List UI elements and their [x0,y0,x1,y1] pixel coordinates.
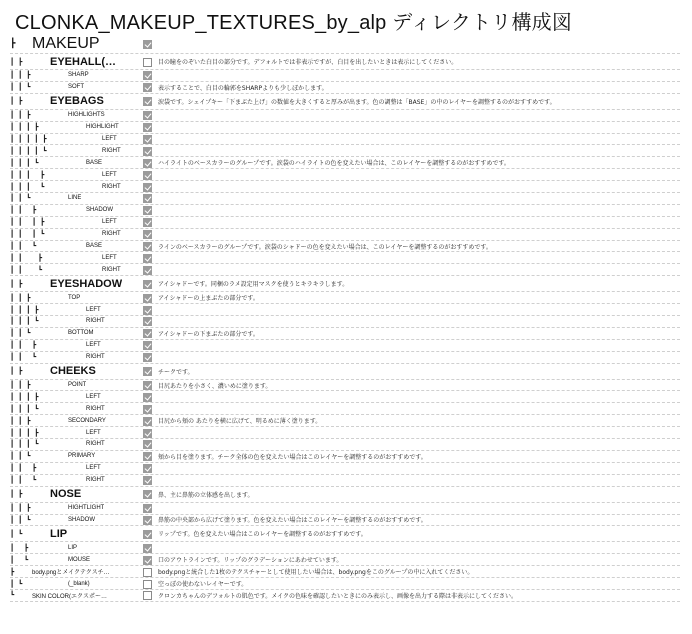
layer-name: PRIMARY [68,453,96,460]
tree-branch: ┃ ┃ ┣ [10,72,31,80]
visibility-checkbox[interactable] [143,381,152,390]
layer-description: body.pngと統合した1枚のテクスチャーとして使用したい場合は、body.pngをこのグループの中に入れてください。 [158,569,474,577]
layer-tree [0,34,692,602]
tree-row [10,403,680,415]
layer-name: LEFT [102,171,117,178]
visibility-checkbox[interactable] [143,123,152,132]
layer-name: HIGHLIGHT [86,124,119,131]
layer-description: ラインのベースカラーのグループです。涙袋のシャドーの色を変えたい場合は、このレイヤーを調整するのがおすすめです。 [158,243,492,251]
tree-row [10,70,680,82]
tree-row [10,487,680,503]
visibility-checkbox[interactable] [143,429,152,438]
layer-name: LEFT [86,429,101,436]
tree-row [10,316,680,328]
visibility-checkbox[interactable] [143,294,152,303]
layer-name: NOSE [50,488,82,501]
layer-name: RIGHT [86,477,105,484]
tree-row [10,292,680,304]
tree-branch: ┃ ┃ ┃ ┣ [10,124,39,132]
visibility-checkbox[interactable] [143,194,152,203]
layer-name: LIP [68,544,78,551]
visibility-checkbox[interactable] [143,159,152,168]
visibility-checkbox[interactable] [143,591,152,600]
tree-branch: ┃ ┃ ┗ [10,84,31,92]
layer-name: RIGHT [102,231,121,238]
visibility-checkbox[interactable] [143,504,152,513]
tree-row [10,554,680,566]
visibility-checkbox[interactable] [143,206,152,215]
tree-row [10,439,680,451]
visibility-checkbox[interactable] [143,417,152,426]
layer-description: 涙袋です。シェイプキー「下まぶた上げ」の数値を大きくすると厚みが出ます。色の調整は「BASE」の中のレイヤーを調整するのがおすすめです。 [158,98,556,106]
tree-branch: ┃ ┃ ┃ ┗ [10,405,39,413]
tree-branch: ┃ ┃ ┣ [10,294,31,302]
tree-branch: ┃ ┣ [10,491,23,499]
layer-description: チークです。 [158,368,194,376]
layer-name: RIGHT [86,405,105,412]
tree-branch: ┃ ┃ ┗ [10,330,31,338]
tree-branch: ┃ ┃ ┃ ┣ [10,429,39,437]
tree-branch: ┃ ┣ [10,58,23,66]
tree-branch: ┗ [10,592,15,600]
layer-name: (_blank) [68,580,90,587]
visibility-checkbox[interactable] [143,171,152,180]
layer-name: RIGHT [102,147,121,154]
layer-name: BOTTOM [68,330,94,337]
tree-branch: ┃ ┃ ┃ ┗ [10,231,45,239]
tree-branch: ┃ ┃ ┃ ┣ [10,171,45,179]
visibility-checkbox[interactable] [143,58,152,67]
tree-row [10,34,680,54]
layer-name: SECONDARY [68,417,106,424]
layer-description: アイシャドーの上まぶたの部分です。 [158,295,259,303]
tree-row [10,110,680,122]
layer-name: EYEHALL(… [50,55,116,68]
tree-branch: ┣ [10,568,15,576]
tree-row [10,328,680,340]
visibility-checkbox[interactable] [143,83,152,92]
layer-name: RIGHT [86,354,105,361]
layer-description: アイシャドーです。同梱のラメ設定用マスクを使うとキラキラします。 [158,281,349,289]
layer-name: TOP [68,294,81,301]
tree-row [10,169,680,181]
tree-branch: ┃ ┃ ┣ [10,417,31,425]
tree-row [10,205,680,217]
tree-branch: ┃ ┃ ┃ ┣ [10,219,45,227]
tree-branch: ┃ ┃ ┃ ┃ ┗ [10,147,47,155]
layer-name: LINE [68,195,82,202]
layer-name: LEFT [102,219,117,226]
visibility-checkbox[interactable] [143,306,152,315]
visibility-checkbox[interactable] [143,516,152,525]
tree-row [10,217,680,229]
tree-branch: ┃ ┃ ┗ [10,243,37,251]
tree-row [10,134,680,146]
tree-branch: ┃ ┃ ┃ ┣ [10,393,39,401]
tree-row [10,181,680,193]
tree-branch: ┃ ┣ [10,544,29,552]
tree-branch: ┃ ┃ ┗ [10,477,37,485]
layer-description: クロンカちゃんのデフォルトの肌色です。メイクの色味を確認したいときにのみ表示し、画像を出力する際は非表示にしてください。 [158,592,517,600]
visibility-checkbox[interactable] [143,530,152,539]
layer-description: 表示することで、白目の輪郭をSHARPよりも少しぼかします。 [158,84,328,92]
tree-branch: ┃ ┃ ┃ ┗ [10,159,39,167]
tree-row [10,94,680,110]
tree-row [10,229,680,241]
tree-row [10,193,680,205]
layer-name: SHARP [68,72,89,79]
tree-row [10,54,680,70]
layer-name: RIGHT [86,441,105,448]
tree-row [10,364,680,380]
layer-name: LEFT [86,306,101,313]
visibility-checkbox[interactable] [143,71,152,80]
visibility-checkbox[interactable] [143,218,152,227]
tree-row [10,463,680,475]
layer-name: SKIN COLOR(エクスポー… [32,593,107,600]
layer-name: MOUSE [68,556,91,563]
tree-branch: ┃ ┃ ┣ [10,342,37,350]
tree-branch: ┃ ┗ [10,530,23,538]
visibility-checkbox[interactable] [143,254,152,263]
visibility-checkbox[interactable] [143,556,152,565]
tree-branch: ┃ ┣ [10,280,23,288]
layer-name: LIP [50,527,68,540]
visibility-checkbox[interactable] [143,147,152,156]
tree-branch: ┃ ┃ ┃ ┗ [10,183,45,191]
visibility-checkbox[interactable] [143,405,152,414]
tree-branch: ┃ ┃ ┗ [10,516,31,524]
layer-name: SHADOW [86,207,113,214]
visibility-checkbox[interactable] [143,40,152,49]
tree-row [10,427,680,439]
tree-branch: ┣ [10,38,16,48]
tree-branch: ┃ ┃ ┣ [10,382,31,390]
tree-branch: ┃ ┣ [10,368,23,376]
tree-row [10,475,680,487]
tree-row [10,276,680,292]
tree-row [10,590,680,602]
layer-name: LEFT [86,393,101,400]
layer-description: 口のアウトラインです。リップのグラデーションにあわせています。 [158,557,343,565]
visibility-checkbox[interactable] [143,242,152,251]
tree-branch: ┃ ┃ ┗ [10,354,37,362]
layer-name: HIGHLIGHTS [68,112,105,119]
layer-name: SHADOW [68,516,95,523]
visibility-checkbox[interactable] [143,464,152,473]
layer-description: 鼻、主に鼻筋の立体感を出します。 [158,491,254,499]
tree-row [10,542,680,554]
layer-name: EYESHADOW [50,277,123,290]
tree-row [10,82,680,94]
visibility-checkbox[interactable] [143,97,152,106]
visibility-checkbox[interactable] [143,280,152,289]
visibility-checkbox[interactable] [143,111,152,120]
tree-branch: ┃ ┃ ┃ ┗ [10,441,39,449]
visibility-checkbox[interactable] [143,329,152,338]
tree-row [10,122,680,134]
tree-row [10,352,680,364]
tree-row [10,515,680,527]
tree-branch: ┃ ┃ ┣ [10,207,37,215]
layer-name: LEFT [86,465,101,472]
visibility-checkbox[interactable] [143,568,152,577]
layer-name: LEFT [102,136,117,142]
tree-row [10,503,680,515]
tree-row [10,145,680,157]
layer-description: 空っぽの使わないレイヤーです。 [158,581,248,588]
layer-name: CHEEKS [50,365,96,378]
layer-name: POINT [68,382,87,389]
tree-row [10,451,680,463]
layer-description: 目の瞳をのぞいた白目の部分です。デフォルトでは非表示ですが、白目を出したいときは表示にしてください。 [158,59,458,66]
layer-name: SOFT [68,84,84,91]
layer-description: 鼻筋の中央部から広げて塗ります。色を変えたい場合はこのレイヤーを調整するのがおすすめです。 [158,517,427,525]
tree-branch: ┃ ┣ [10,98,23,106]
tree-branch: ┃ ┃ ┃ ┣ [10,306,39,314]
tree-row [10,340,680,352]
tree-row [10,252,680,264]
tree-row [10,391,680,403]
layer-name: LEFT [102,254,117,261]
visibility-checkbox[interactable] [143,440,152,449]
layer-name: body.pngとメイクテクスチ… [32,570,110,577]
visibility-checkbox[interactable] [143,183,152,192]
visibility-checkbox[interactable] [143,135,152,144]
visibility-checkbox[interactable] [143,266,152,275]
tree-row [10,157,680,169]
tree-row [10,526,680,542]
page-title: CLONKA_MAKEUP_TEXTURES_by_alp ディレクトリ構成図 [15,12,573,34]
layer-name: RIGHT [86,318,105,325]
visibility-checkbox[interactable] [143,580,152,589]
layer-name: RIGHT [102,183,121,190]
tree-branch: ┃ ┗ [10,556,29,564]
layer-name: BASE [86,159,103,166]
tree-branch: ┃ ┃ ┗ [10,266,43,274]
visibility-checkbox[interactable] [143,230,152,239]
tree-row [10,241,680,253]
layer-name: LEFT [86,342,101,349]
tree-row [10,380,680,392]
visibility-checkbox[interactable] [143,393,152,402]
tree-branch: ┃ ┃ ┣ [10,465,37,473]
layer-description: ハイライトのベースカラーのグループです。涙袋のハイライトの色を変えたい場合は、このレイヤーを調整するのがおすすめです。 [158,160,510,168]
visibility-checkbox[interactable] [143,490,152,499]
layer-name: MAKEUP [32,34,100,52]
tree-branch: ┃ ┃ ┃ ┗ [10,318,39,326]
tree-row [10,415,680,427]
tree-branch: ┃ ┃ ┣ [10,112,31,120]
tree-row [10,264,680,276]
tree-branch: ┃ ┃ ┃ ┃ ┣ [10,136,47,143]
tree-branch: ┃ ┃ ┣ [10,505,31,513]
tree-row [10,578,680,590]
layer-name: RIGHT [102,266,121,273]
layer-description: 目尻あたりを小さく、濃いめに塗ります。 [158,382,272,390]
tree-row [10,566,680,578]
layer-name: HIGHTLIGHT [68,505,105,512]
visibility-checkbox[interactable] [143,452,152,461]
visibility-checkbox[interactable] [143,341,152,350]
visibility-checkbox[interactable] [143,476,152,485]
layer-name: EYEBAGS [50,95,104,108]
tree-branch: ┃ ┃ ┗ [10,195,31,203]
tree-branch: ┃ ┃ ┗ [10,453,31,461]
visibility-checkbox[interactable] [143,353,152,362]
layer-description: 目尻から頬の あたりを横に広げて、明るめに薄く塗ります。 [158,418,322,426]
visibility-checkbox[interactable] [143,544,152,553]
tree-row [10,304,680,316]
tree-branch: ┃ ┗ [10,580,23,588]
layer-name: BASE [86,243,103,250]
tree-branch: ┃ ┃ ┣ [10,254,43,262]
layer-description: リップです。色を変えたい場合はこのレイヤーを調整するのがおすすめです。 [158,531,367,539]
visibility-checkbox[interactable] [143,367,152,376]
layer-description: アイシャドーの下まぶたの部分です。 [158,330,259,338]
visibility-checkbox[interactable] [143,317,152,326]
layer-description: 頬から目を塗ります。チーク全体の色を変えたい場合はこのレイヤーを調整するのがおすすめです。 [158,453,427,461]
